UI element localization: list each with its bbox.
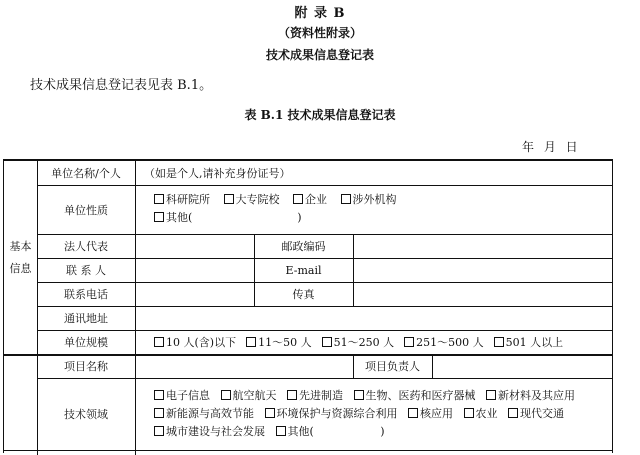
unit-type-options xyxy=(154,191,407,227)
tech-field-option[interactable] xyxy=(408,405,453,423)
tech-field-option[interactable] xyxy=(464,405,498,423)
tech-field-option-other[interactable] xyxy=(276,423,385,441)
scale-option[interactable] xyxy=(154,334,236,350)
phone-field[interactable] xyxy=(135,282,254,306)
option-label: 新能源与高效节能 xyxy=(166,407,254,420)
unit-type-label: 单位性质 xyxy=(64,203,108,217)
row-divider xyxy=(4,450,612,451)
tech-field-options xyxy=(154,387,575,441)
checkbox-icon[interactable] xyxy=(246,337,256,347)
checkbox-icon[interactable] xyxy=(486,390,496,400)
option-label: 现代交通 xyxy=(520,407,564,420)
tech-field-option[interactable] xyxy=(221,387,277,405)
tech-field-option[interactable] xyxy=(154,405,254,423)
checkbox-icon[interactable] xyxy=(224,194,234,204)
option-label: 电子信息 xyxy=(166,389,210,402)
tech-field-option[interactable] xyxy=(265,405,398,423)
postcode-label: 邮政编码 xyxy=(281,240,326,253)
tech-field-options-row2 xyxy=(154,405,575,423)
checkbox-icon[interactable] xyxy=(293,194,303,204)
scale-label: 单位规模 xyxy=(64,336,108,349)
checkbox-icon[interactable] xyxy=(408,408,418,418)
checkbox-icon[interactable] xyxy=(287,390,297,400)
option-label: 10 人(含)以下 xyxy=(166,336,237,349)
checkbox-icon[interactable] xyxy=(221,390,231,400)
checkbox-icon[interactable] xyxy=(354,390,364,400)
unit-type-options-row2 xyxy=(154,209,407,227)
unit-type-option[interactable] xyxy=(154,191,210,209)
option-label: 环境保护与资源综合利用 xyxy=(276,407,398,420)
fax-label: 传真 xyxy=(292,288,315,301)
checkbox-icon[interactable] xyxy=(494,337,504,347)
postcode-field[interactable] xyxy=(353,234,612,258)
unit-type-option[interactable] xyxy=(224,191,280,209)
checkbox-icon[interactable] xyxy=(341,194,351,204)
email-field[interactable] xyxy=(353,258,612,282)
tech-field-option[interactable] xyxy=(154,387,210,405)
checkbox-icon[interactable] xyxy=(154,337,164,347)
checkbox-icon[interactable] xyxy=(508,408,518,418)
tech-field-option[interactable] xyxy=(508,405,564,423)
option-label: 农业 xyxy=(475,407,498,420)
project-lead-field[interactable] xyxy=(432,354,612,378)
checkbox-icon[interactable] xyxy=(154,426,164,436)
address-label: 通讯地址 xyxy=(64,312,108,325)
project-lead-label: 项目负责人 xyxy=(365,360,420,373)
project-name-label: 项目名称 xyxy=(64,360,108,373)
unit-type-option[interactable] xyxy=(293,191,327,209)
scale-option[interactable] xyxy=(404,334,484,350)
option-label: 科研院所 xyxy=(166,193,210,206)
option-label: 生物、医药和医疗器械 xyxy=(365,389,476,402)
section-label-line1: 基本 xyxy=(9,239,32,253)
checkbox-icon[interactable] xyxy=(154,408,164,418)
unit-type-option-other[interactable] xyxy=(154,209,301,227)
unit-type-options-row1 xyxy=(154,191,407,209)
tech-field-option[interactable] xyxy=(154,423,265,441)
option-label: 其他( ) xyxy=(287,425,385,438)
scale-option[interactable] xyxy=(246,334,312,350)
contact-label: 联 系 人 xyxy=(66,264,106,277)
tech-field-option[interactable] xyxy=(287,387,343,405)
phone-label: 联系电话 xyxy=(64,288,108,301)
option-label: 核应用 xyxy=(420,407,453,420)
checkbox-icon[interactable] xyxy=(154,212,164,222)
option-label: 涉外机构 xyxy=(352,193,397,206)
option-label: 其他( ) xyxy=(166,211,302,224)
scale-option[interactable] xyxy=(322,334,395,350)
checkbox-icon[interactable] xyxy=(154,194,164,204)
project-name-field[interactable] xyxy=(135,354,353,378)
legal-rep-label: 法人代表 xyxy=(64,240,108,253)
scale-options xyxy=(154,330,573,354)
option-label: 企业 xyxy=(305,193,327,206)
scale-option[interactable] xyxy=(494,334,564,350)
option-label: 51～250 人 xyxy=(333,336,395,349)
unit-name-hint: （如是个人,请补充身份证号） xyxy=(144,167,291,180)
tech-field-label: 技术领域 xyxy=(64,408,108,421)
option-label: 251～500 人 xyxy=(416,336,484,349)
unit-type-option[interactable] xyxy=(341,191,397,209)
checkbox-icon[interactable] xyxy=(464,408,474,418)
checkbox-icon[interactable] xyxy=(265,408,275,418)
tech-field-option[interactable] xyxy=(354,387,476,405)
option-label: 城市建设与社会发展 xyxy=(166,425,265,438)
section-label-basic-info xyxy=(4,161,37,354)
appendix-subtitle: （资料性附录） xyxy=(277,26,362,40)
intro-text: 技术成果信息登记表见表 B.1。 xyxy=(30,78,213,93)
tech-field-options-row3 xyxy=(154,423,575,441)
email-label: E-mail xyxy=(285,263,322,277)
section-label-line2: 信息 xyxy=(9,261,32,275)
checkbox-icon[interactable] xyxy=(276,426,286,436)
checkbox-icon[interactable] xyxy=(322,337,332,347)
option-label: 航空航天 xyxy=(232,389,277,402)
date-line: 年 月 日 xyxy=(522,140,578,154)
option-label: 先进制造 xyxy=(299,389,343,402)
unit-name-label: 单位名称/个人 xyxy=(51,167,121,180)
appendix-name: 技术成果信息登记表 xyxy=(265,48,374,62)
contact-field[interactable] xyxy=(135,258,254,282)
table-caption: 表 B.1 技术成果信息登记表 xyxy=(244,108,396,122)
tech-field-options-row1 xyxy=(154,387,575,405)
legal-rep-field[interactable] xyxy=(135,234,254,258)
fax-field[interactable] xyxy=(353,282,612,306)
option-label: 新材料及其应用 xyxy=(498,389,575,402)
tech-field-option[interactable] xyxy=(486,387,575,405)
checkbox-icon[interactable] xyxy=(154,390,164,400)
checkbox-icon[interactable] xyxy=(404,337,414,347)
option-label: 11～50 人 xyxy=(258,336,312,349)
registration-form-table xyxy=(3,159,613,453)
address-field[interactable] xyxy=(135,306,612,330)
option-label: 501 人以上 xyxy=(505,336,564,349)
appendix-title: 附 录 B xyxy=(294,6,346,21)
option-label: 大专院校 xyxy=(235,193,280,206)
